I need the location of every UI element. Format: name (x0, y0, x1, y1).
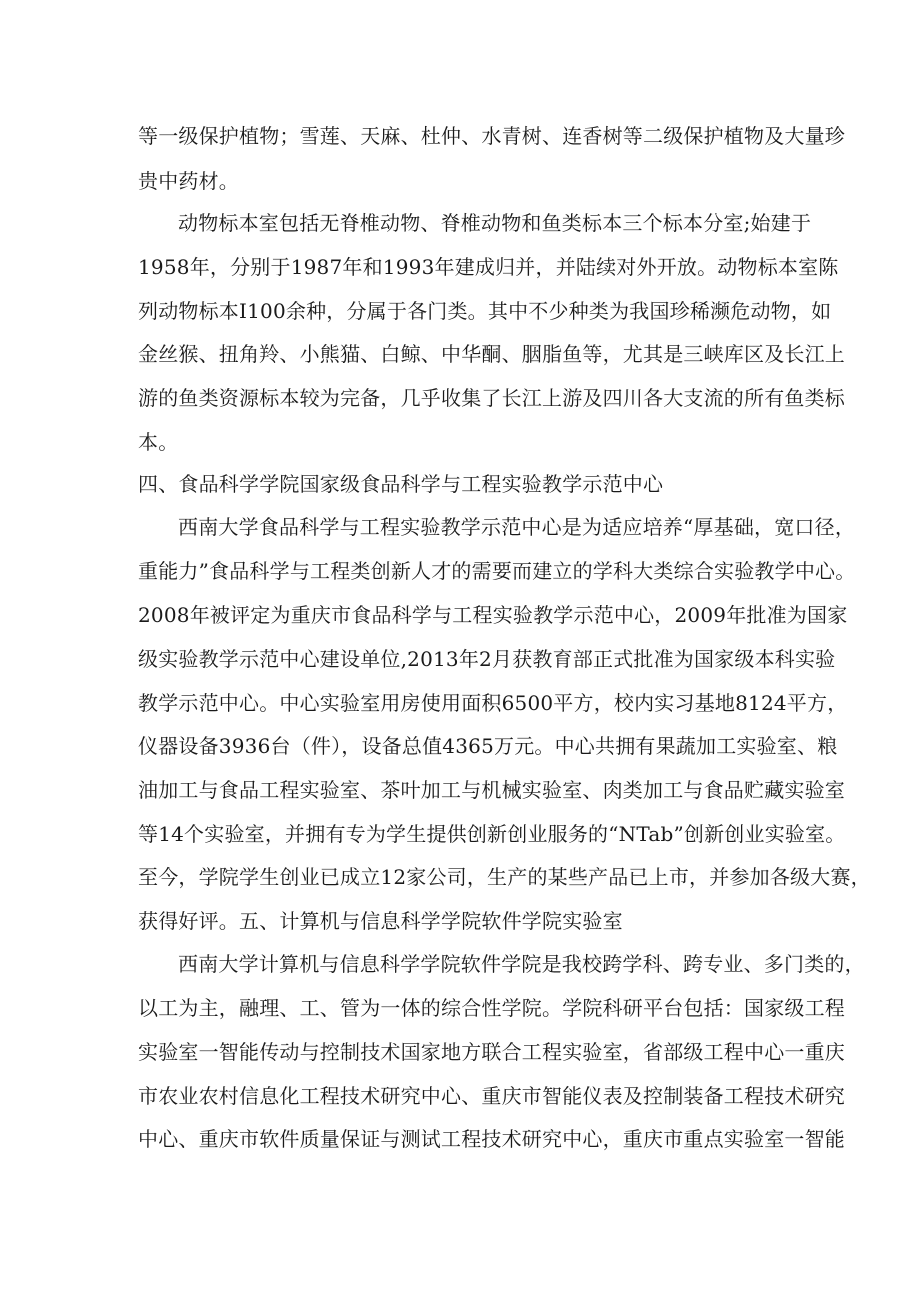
text-line: 列动物标本I100余种，分属于各门类。其中不少种类为我国珍稀濒危动物，如 (138, 299, 832, 323)
paragraph-start: 西南大学食品科学与工程实验教学示范中心是为适应培养“厚基础，宽口径， (178, 515, 856, 539)
text-line: 至今，学院学生创业已成立12家公司，生产的某些产品已上市，并参加各级大赛， (138, 865, 871, 889)
text-line: 2008年被评定为重庆市食品科学与工程实验教学示范中心，2009年批准为国家 (138, 603, 848, 627)
text-line: 金丝猴、扭角羚、小熊猫、白鲸、中华酮、胭脂鱼等，尤其是三峡库区及长江上 (138, 342, 845, 366)
text-line: 等一级保护植物；雪莲、天麻、杜仲、水青树、连香树等二级保护植物及大量珍 (138, 124, 845, 148)
text-line: 中心、重庆市软件质量保证与测试工程技术研究中心，重庆市重点实验室一智能 (138, 1127, 845, 1151)
text-line: 获得好评。五、计算机与信息科学学院软件学院实验室 (138, 909, 623, 933)
text-line: 以工为主，融理、工、管为一体的综合性学院。学院科研平台包括：国家级工程 (138, 996, 845, 1020)
text-line: 重能力”食品科学与工程类创新人才的需要而建立的学科大类综合实验教学中心。 (138, 559, 856, 583)
text-line: 贵中药材。 (138, 169, 239, 193)
text-line: 油加工与食品工程实验室、茶叶加工与机械实验室、肉类加工与食品贮藏实验室 (138, 778, 845, 802)
paragraph-start: 动物标本室包括无脊椎动物、脊椎动物和鱼类标本三个标本分室;始建于 (178, 211, 812, 235)
section-heading: 四、食品科学学院国家级食品科学与工程实验教学示范中心 (138, 472, 664, 496)
text-line: 本。 (138, 430, 179, 454)
text-line: 游的鱼类资源标本较为完备，几乎收集了长江上游及四川各大支流的所有鱼类标 (138, 386, 845, 410)
text-line: 教学示范中心。中心实验室用房使用面积6500平方，校内实习基地8124平方， (138, 691, 848, 715)
text-line: 实验室一智能传动与控制技术国家地方联合工程实验室，省部级工程中心一重庆 (138, 1040, 845, 1064)
text-line: 市农业农村信息化工程技术研究中心、重庆市智能仪表及控制装备工程技术研究 (138, 1084, 845, 1108)
text-line: 级实验教学示范中心建设单位,2013年2月获教育部正式批准为国家级本科实验 (138, 647, 836, 671)
paragraph-start: 西南大学计算机与信息科学学院软件学院是我校跨学科、跨专业、多门类的， (178, 952, 865, 976)
text-line: 等14个实验室，并拥有专为学生提供创新创业服务的“NTab”创新创业实验室。 (138, 822, 846, 846)
text-line: 1958年，分别于1987年和1993年建成归并，并陆续对外开放。动物标本室陈 (138, 255, 839, 279)
text-line: 仪器设备3936台（件），设备总值4365万元。中心共拥有果蔬加工实验室、粮 (138, 734, 838, 758)
